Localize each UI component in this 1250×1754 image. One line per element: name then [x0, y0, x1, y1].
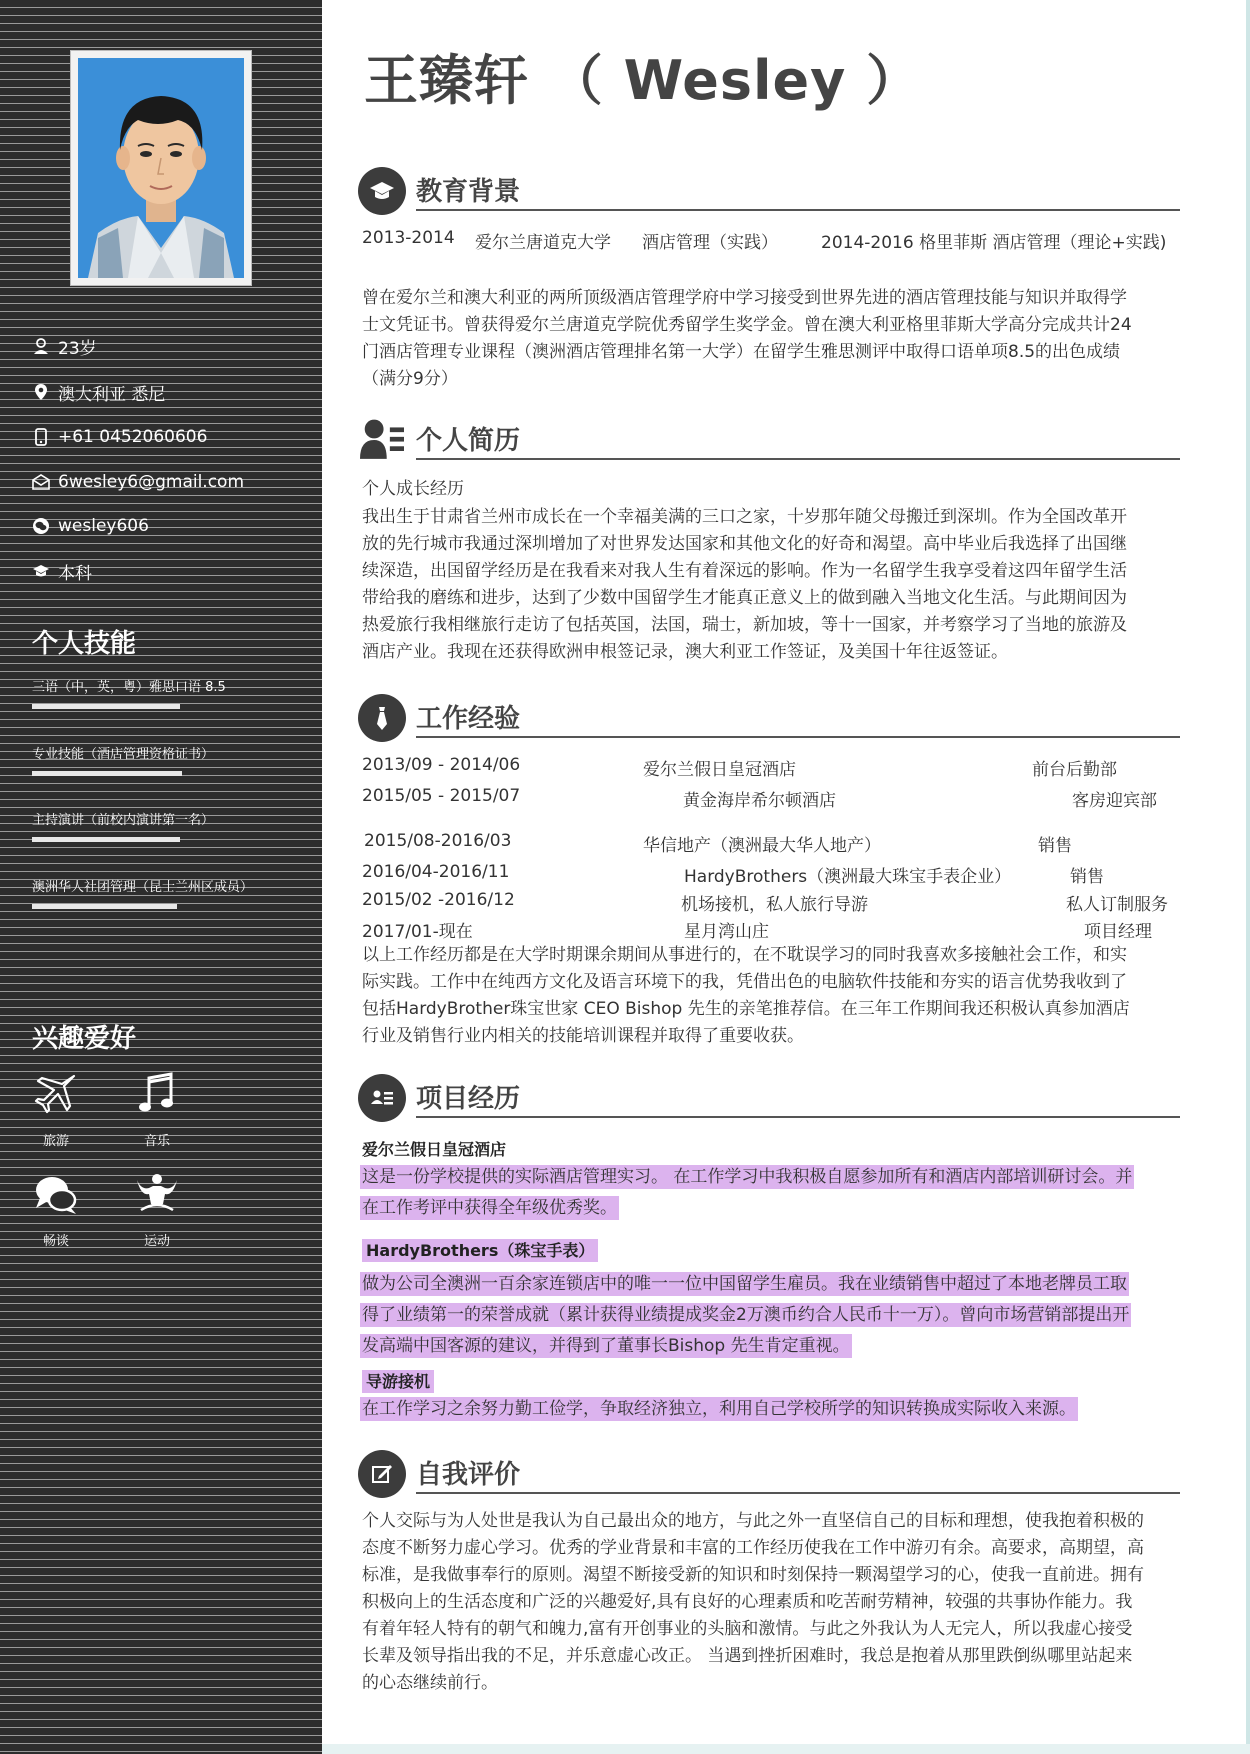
work-row: 2016/04-2016/11 HardyBrothers（澳洲最大珠宝手表企业） 销售 [362, 862, 1104, 887]
contact-age [32, 333, 312, 359]
resume-description: 我出生于甘肃省兰州市成长在一个幸福美满的三口之家，十岁那年随父母搬迁到深圳。作为全国改革开 放的先行城市我通过深圳增加了对世界发达国家和其他文化的好奇和渴望。高中毕业后我选择了出国继 续深造，出国留学经历是在我看来对我人生有着深远的影响。作为一名留学生我享受着这四年留学生活 带给我的磨练和进步，达到了少数中国留学生才能真正意义上的做到融入当地文化生活。与此期间因为 热爱旅行我相继旅行走访了包括英国，法国，瑞士，新加坡，等十一国家，并考察学习了当地的旅游及 酒店产业。我现在还获得欧洲申根签记录，澳大利亚工作签证，及美国十年往返签证。 [362, 507, 1127, 662]
hobby-travel [16, 1070, 96, 1149]
hobby-label: 畅谈 [42, 1234, 69, 1249]
work-row: 2013/09 - 2014/06 爱尔兰假日皇冠酒店 前台后勤部 [362, 755, 1117, 780]
section-title: 教育背景 [416, 177, 521, 207]
hobby-chat [16, 1170, 96, 1249]
self-evaluation-text: 个人交际与为人处世是我认为自己最出众的地方，与此之外一直坚信自己的目标和理想，使我抱着积极的 态度不断努力虚心学习。优秀的学业背景和丰富的工作经历使我在工作中游刃有余。高要求，高期望，高 标准，是我做事奉行的原则。渴望不断接受新的知识和时刻保持一颗渴望学习的心，使我一直前进。拥有 积极向上的生活态度和广泛的兴趣爱好,具有良好的心理素质和吃苦耐劳精神，较强的共事协作能力。我 有着年轻人特有的朝气和魄力,富有开创事业的头脑和激情。与此之外我认为人无完人，所以我虚心接受 长辈及领导指出我的不足，并乐意虚心改正。 当遇到挫折困难时，我总是抱着从那里跌倒纵哪里站起来 的心态继续前行。 [362, 1511, 1144, 1693]
section-title: 项目经历 [416, 1084, 521, 1114]
hobbies-heading: 兴趣爱好 [32, 1024, 137, 1054]
section-divider [416, 209, 1180, 211]
hobby-music [117, 1070, 197, 1149]
section-divider [416, 1116, 1180, 1118]
project-name: 爱尔兰假日皇冠酒店 [362, 1140, 507, 1159]
airplane-icon [32, 1070, 80, 1118]
skill-label: 主持演讲（前校内演讲第一名） [32, 813, 215, 828]
contact-wechat [32, 513, 312, 539]
page-edge [1246, 0, 1250, 1754]
athlete-icon [133, 1170, 181, 1218]
contact-location [32, 379, 312, 405]
section-divider [416, 1492, 1180, 1494]
hobby-label: 运动 [143, 1234, 170, 1249]
project-description: 这是一份学校提供的实际酒店管理实习。 在工作学习中我积极自愿参加所有和酒店内部培训研讨会。并 在工作考评中获得全年级优秀奖。 [362, 1167, 1133, 1218]
wechat-icon [32, 517, 50, 535]
portrait-image [78, 58, 244, 278]
necktie-icon [358, 694, 406, 742]
section-work [358, 694, 1180, 744]
skills-heading: 个人技能 [32, 629, 137, 659]
sidebar [0, 0, 322, 1754]
graduation-cap-icon [358, 167, 406, 215]
skill-level-bar [32, 837, 180, 842]
edu-school: 爱尔兰唐道克大学 [475, 233, 611, 253]
work-description: 以上工作经历都是在大学时期课余期间从事进行的，在不耽误学习的同时我喜欢多接触社会工作，和实 际实践。工作中在纯西方文化及语言环境下的我，凭借出色的电脑软件技能和夯实的语言优势我收到了 包括HardyBrother珠宝世家 CEO Bishop 先生的亲笔推荐信。在三年工作期间我还积极认真参加酒店 行业及销售行业内相关的技能培训课程并取得了重要收获。 [362, 945, 1130, 1046]
work-row: 2015/05 - 2015/07 黄金海岸希尔顿酒店 客房迎宾部 [362, 786, 1157, 811]
location-pin-icon [32, 383, 50, 401]
section-education [358, 167, 1180, 217]
section-projects [358, 1074, 1180, 1124]
skill-item [32, 743, 302, 776]
hobby-label: 音乐 [143, 1134, 170, 1149]
project-description: 做为公司全澳洲一百余家连锁店中的唯一一位中国留学生雇员。我在业绩销售中超过了本地老牌员工取 得了业绩第一的荣誉成就（累计获得业绩提成奖金2万澳币约合人民币十一万）。曾向市场营销部提出开 发高端中国客源的建议，并得到了董事长Bishop 先生肯定重视。 [362, 1274, 1130, 1356]
graduation-cap-icon [32, 562, 50, 580]
contact-degree [32, 558, 312, 584]
section-title: 个人简历 [416, 426, 521, 456]
id-card-icon [358, 1074, 406, 1122]
envelope-icon [32, 473, 50, 491]
section-divider [416, 458, 1180, 460]
hobby-sports [117, 1170, 197, 1249]
profile-photo [70, 50, 252, 286]
contact-phone [32, 424, 312, 450]
work-row: 2017/01-现在 星月湾山庄 项目经理 [362, 922, 1152, 942]
education-entry [362, 228, 1182, 252]
phone-icon [32, 428, 50, 446]
section-title: 自我评价 [416, 1460, 521, 1490]
edu-major: 酒店管理（实践） [642, 233, 778, 253]
work-row: 2015/02 -2016/12 机场接机，私人旅行导游 私人订制服务 [362, 890, 1168, 915]
phone-text: +61 0452060606 [58, 427, 208, 447]
edit-icon [358, 1450, 406, 1498]
skill-item [32, 809, 302, 842]
edu-second: 2014-2016 格里菲斯 酒店管理（理论+实践) [821, 233, 1167, 253]
skill-item [32, 876, 302, 909]
hobby-label: 旅游 [42, 1134, 69, 1149]
work-row: 2015/08-2016/03 华信地产（澳洲最大华人地产） 销售 [364, 831, 1072, 856]
skill-label: 三语（中，英，粤）雅思口语 8.5 [32, 680, 226, 695]
skill-label: 澳洲华人社团管理（昆士兰州区成员） [32, 880, 254, 895]
email-text[interactable]: 6wesley6@gmail.com [58, 472, 245, 492]
music-note-icon [133, 1070, 181, 1118]
project-name: HardyBrothers（珠宝手表） [362, 1238, 598, 1261]
degree-text: 本科 [58, 563, 92, 584]
person-name: 王臻轩 （ Wesley ） [364, 49, 922, 112]
project-name: 导游接机 [362, 1369, 434, 1392]
skill-level-bar [32, 704, 180, 709]
skill-item [32, 676, 302, 709]
project-description: 在工作学习之余努力勤工俭学，争取经济独立，利用自己学校所学的知识转换成实际收入来源。 [362, 1399, 1076, 1419]
section-divider [416, 736, 1180, 738]
wechat-text: wesley606 [58, 516, 149, 536]
person-icon [32, 337, 50, 355]
profile-list-icon [358, 416, 406, 464]
resume-subtitle: 个人成长经历 [362, 479, 464, 499]
education-description: 曾在爱尔兰和澳大利亚的两所顶级酒店管理学府中学习接受到世界先进的酒店管理技能与知识并取得学 士文凭证书。曾获得爱尔兰唐道克学院优秀留学生奖学金。曾在澳大利亚格里菲斯大学高分完成共计24 门酒店管理专业课程（澳洲酒店管理排名第一大学）在留学生雅思测评中取得口语单项8.5的出色成绩 （满分9分） [362, 288, 1132, 389]
skill-label: 专业技能（酒店管理资格证书） [32, 747, 215, 762]
skill-level-bar [32, 771, 182, 776]
contact-email [32, 469, 312, 495]
age-text: 23岁 [58, 338, 97, 359]
chat-bubbles-icon [32, 1170, 80, 1218]
location-text: 澳大利亚 悉尼 [58, 384, 166, 405]
section-self-evaluation [358, 1450, 1180, 1500]
section-title: 工作经验 [416, 704, 521, 734]
edu-period: 2013-2014 [362, 228, 455, 248]
skill-level-bar [32, 904, 177, 909]
page-bottom-edge [322, 1744, 1250, 1754]
section-resume [358, 416, 1180, 466]
